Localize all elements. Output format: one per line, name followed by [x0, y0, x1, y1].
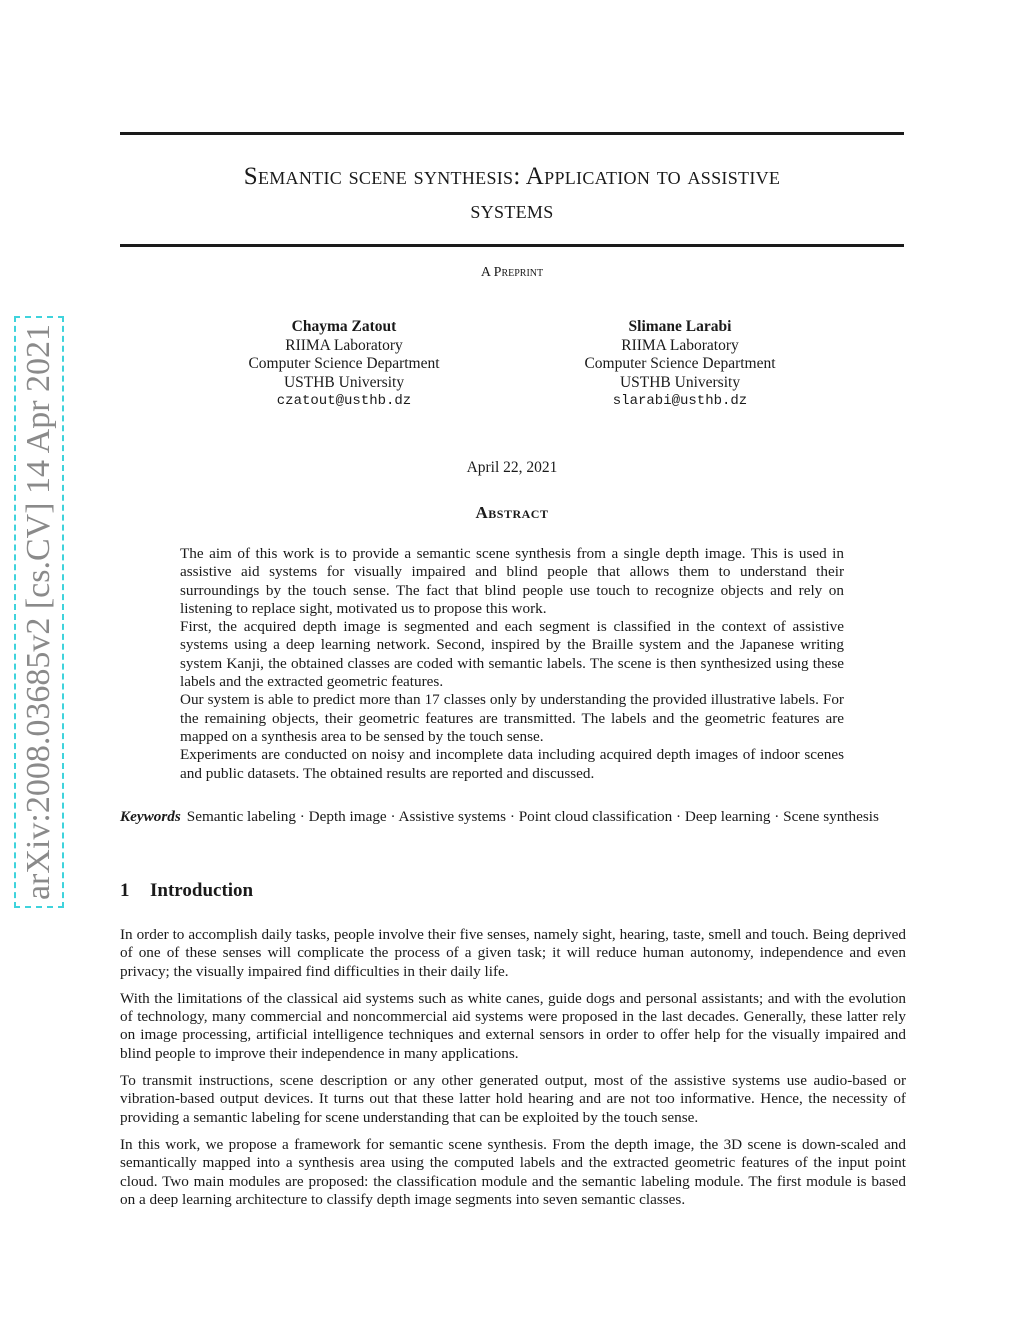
- author-lab: RIIMA Laboratory: [285, 336, 403, 354]
- paper-date: April 22, 2021: [466, 459, 558, 476]
- abstract-paragraph: The aim of this work is to provide a semantic scene synthesis from a single depth image. This is used in assistive aid systems for visually impaired and blind people that allows them to understand their surroundings by the touch sense. The fact that blind people use touch to recognize objects and rely on listening to replace sight, motivated us to propose this work.: [180, 545, 844, 617]
- keywords-label: Keywords: [120, 808, 181, 825]
- author-name: Chayma Zatout: [291, 318, 397, 335]
- abstract-body: [180, 545, 844, 783]
- section-title: Introduction: [150, 880, 254, 901]
- author-univ: USTHB University: [283, 373, 405, 391]
- author-dept: Computer Science Department: [248, 355, 440, 372]
- author-block-1: [194, 318, 494, 411]
- section-body: [120, 926, 906, 1218]
- body-paragraph: With the limitations of the classical aid systems such as white canes, guide dogs and personal assistants; and with the evolution of technology, many commercial and noncommercial aid systems were proposed in the last decades. Generally, these latter rely on image processing, artificial intelligence techniques and external sensors in order to offer help for the visually impaired and blind people to improve their independence in many applications.: [120, 989, 906, 1062]
- section-number: 1: [120, 880, 130, 901]
- body-paragraph: To transmit instructions, scene description or any other generated output, most of the assistive systems use audio-based or vibration-based output devices. It turns out that these latter hold hearing and are not too informative. Hence, the necessity of providing a semantic labeling for scene understanding that can be exploited by the touch sense.: [120, 1072, 906, 1126]
- top-rule: [120, 132, 904, 135]
- keywords: [120, 808, 904, 826]
- title-line-2: systems: [470, 197, 554, 224]
- author-dept: Computer Science Department: [584, 355, 776, 372]
- abstract-paragraph: Our system is able to predict more than 17 classes only by understanding the provided illustrative labels. For the remaining objects, their geometric features are transmitted. The labels and the geometric features are mapped on a synthesis area to be sensed by the touch sense.: [180, 691, 844, 745]
- title-line-1: Semantic scene synthesis: Application to assistive: [243, 163, 781, 190]
- section-heading: [120, 880, 253, 902]
- author-lab: RIIMA Laboratory: [621, 336, 739, 354]
- author-email[interactable]: slarabi@usthb.dz: [612, 393, 748, 409]
- author-name: Slimane Larabi: [628, 318, 732, 335]
- arxiv-stamp: [14, 316, 64, 908]
- body-paragraph: In order to accomplish daily tasks, people involve their five senses, namely sight, hearing, taste, smell and touch. Being deprived of one of these senses will complicate the process of a given task; it will reduce human autonomy, independence and even privacy; the visually impaired find difficulties in their daily life.: [120, 926, 906, 980]
- abstract-paragraph: Experiments are conducted on noisy and incomplete data including acquired depth images of indoor scenes and public datasets. The obtained results are reported and discussed.: [180, 746, 844, 782]
- author-email[interactable]: czatout@usthb.dz: [276, 393, 412, 409]
- paper-title: [120, 160, 904, 228]
- arxiv-stamp-text: arXiv:2008.03685v2 [cs.CV] 14 Apr 2021: [20, 323, 57, 901]
- abstract-paragraph: First, the acquired depth image is segmented and each segment is classified in the context of assistive systems using a deep learning network. Second, inspired by the Braille system and the Japanese writing system Kanji, the obtained classes are coded with semantic labels. The scene is then synthesized using these labels and the extracted geometric features.: [180, 618, 844, 691]
- abstract-heading: Abstract: [475, 503, 549, 522]
- keywords-text: Semantic labeling · Depth image · Assistive systems · Point cloud classification · Deep learning · Scene synthesis: [186, 808, 879, 825]
- author-univ: USTHB University: [619, 373, 741, 391]
- title-bottom-rule: [120, 244, 904, 247]
- preprint-label: A Preprint: [480, 265, 544, 280]
- body-paragraph: In this work, we propose a framework for semantic scene synthesis. From the depth image, the 3D scene is down-scaled and semantically mapped into a synthesis area using the computed labels and the extracted geometric features of the input point cloud. Two main modules are proposed: the classification module and the semantic labeling module. The first module is based on a deep learning architecture to classify depth image segments into seven semantic classes.: [120, 1135, 906, 1208]
- author-block-2: [530, 318, 830, 411]
